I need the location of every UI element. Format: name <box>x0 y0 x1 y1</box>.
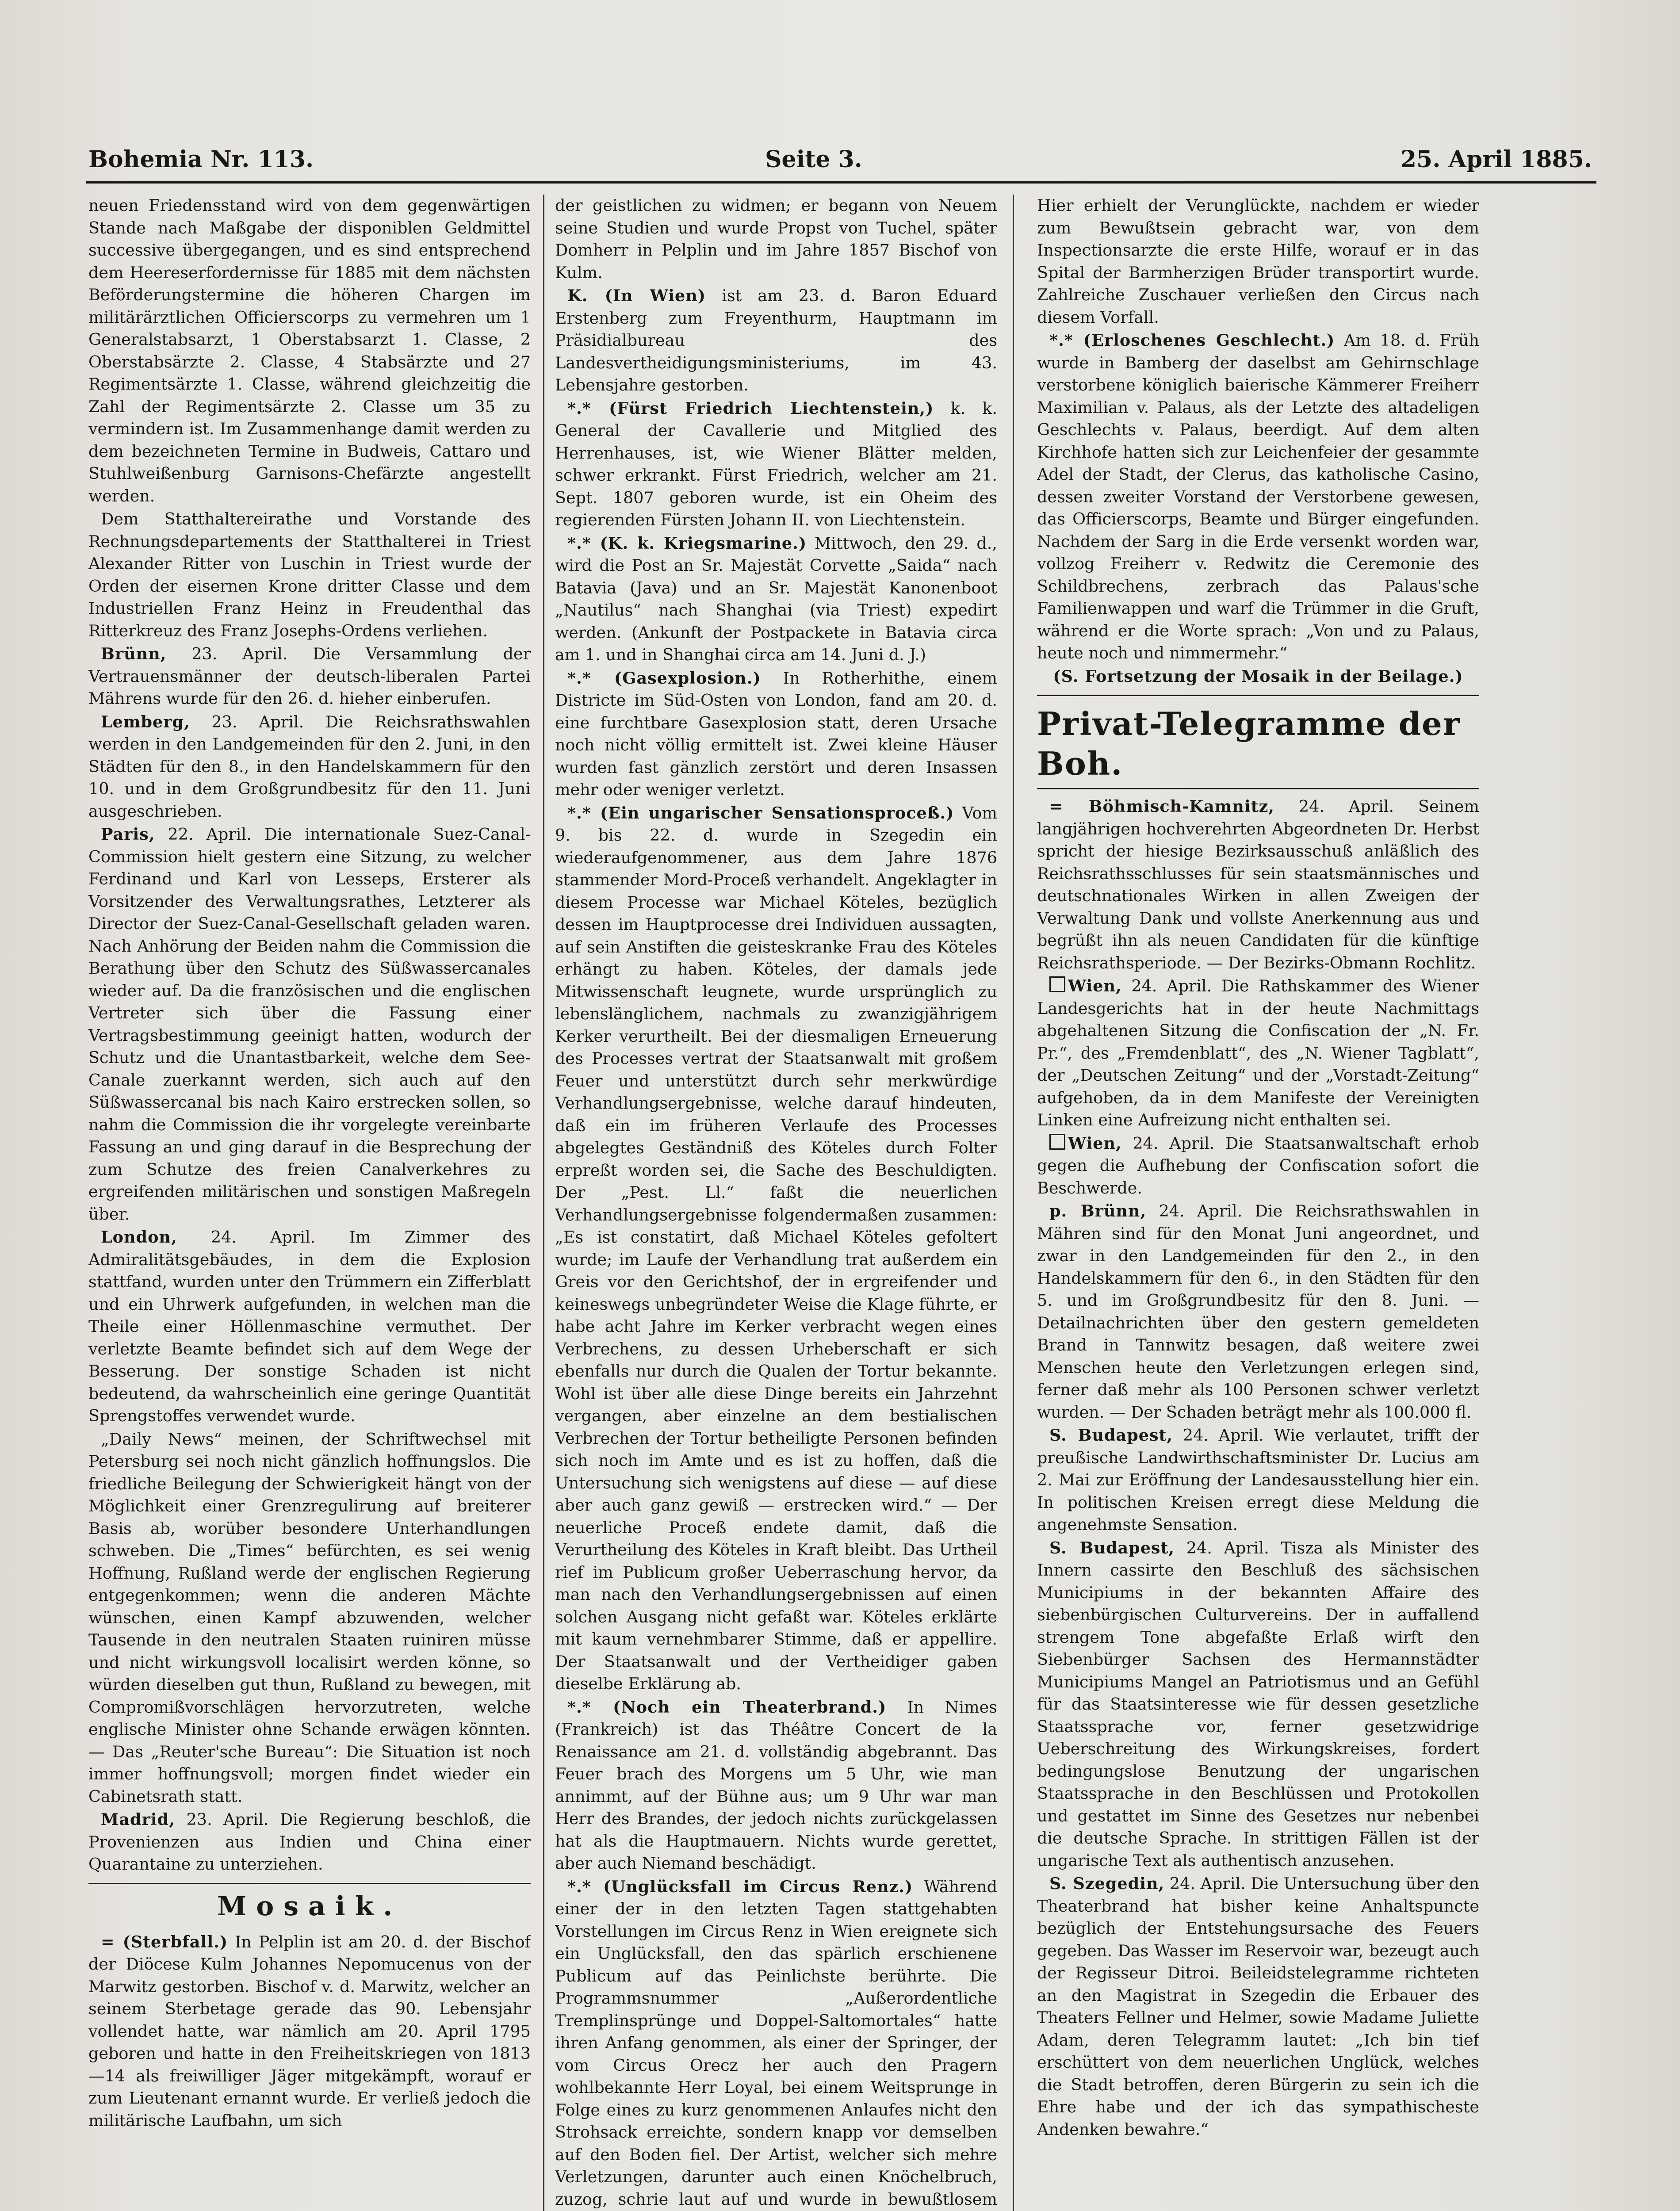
paragraph-text: ist am 23. d. Baron Eduard Erstenberg zum Freyenthurm, Hauptmann im Präsidialbureau des Landesvertheidigungsministeriums, im 43. Lebensjahre gestorben. <box>555 286 997 394</box>
paragraph-text: 24. April. Die Reichsrathswahlen in Mähren sind für den Monat Juni angeordnet, und zwar in den Landgemeinden für den 2., in den Handelskammern für den 6., in den Städten für den 5. und im Großgrundbesitz für den 8. Juni. — Detailnachrichten über den gestern gemeldeten Brand in Tannwitz besagen, daß weitere zwei Menschen heute den Verletzungen erlegen sind, ferner daß mehr als 100 Personen schwer verletzt wurden. — Der Schaden beträgt mehr als 100.000 fl. <box>1037 1201 1479 1422</box>
dateline: S. Szegedin, <box>1049 1874 1165 1893</box>
article-paragraph <box>555 1696 997 1875</box>
article-paragraph: neuen Friedensstand wird von dem gegenwärtigen Stande nach Maßgabe der disponiblen Geldmittel successive übergegangen, und es sind entsprechend dem Heereserfordernisse für 1885 mit dem nächsten Beförderungstermine die höheren Chargen im militärärztlichen Officierscorps zu vermehren um 1 Generalstabsarzt, 1 Oberstabsarzt 1. Classe, 2 Oberstabsärzte 2. Classe, 4 Stabsärzte und 27 Regimentsärzte 1. Classe, während gleichzeitig die Zahl der Regimentsärzte 2. Classe um 35 zu vermindern ist. Im Zusammenhange damit werden zu dem bezeichneten Termine in Budweis, Cattaro und Stuhlweißenburg Garnisons-Chefärzte angestellt werden. <box>88 196 531 505</box>
paragraph-text: 23. April. Die Regierung beschloß, die Provenienzen aus Indien und China einer Quarantaine zu unterziehen. <box>88 1810 531 1874</box>
paragraph-text: Am 18. d. Früh wurde in Bamberg der daselbst am Gehirnschlage verstorbene königlich baierische Kämmerer Freiherr Maximilian v. Palaus, als der Letzte des altadeligen Geschlechts v. Palaus, beerdigt. Auf dem alten Kirchhofe hatten sich zur Leichenfeier der gesammte Adel der Stadt, der Clerus, das katholische Casino, dessen zweiter Vorstand der Verstorbene gewesen, das Officierscorps, Beamte und Bürger eingefunden. Nachdem der Sarg in die Erde versenkt worden war, vollzog Freiherr v. Redwitz die Ceremonie des Schildbrechens, zerbrach das Palaus'sche Familienwappen und warf die Trümmer in die Gruft, während er die Worte sprach: „Von und zu Palaus, heute noch und nimmermehr.“ <box>1037 331 1479 662</box>
paragraph-text: 24. April. Die Untersuchung über den Theaterbrand hat bisher keine Anhaltspuncte bezüglich der Entstehungsursache des Feuers gegeben. Das Wasser im Reservoir war, bezeugt auch der Regisseur Ditroi. Beileidstelegramme richteten an den Magistrat in Szegedin die Erbauer des Theaters Fellner und Helmer, sowie Madame Juliette Adam, deren Telegramm lautet: „Ich bin tief erschüttert von dem neuerlichen Unglück, welches die Stadt betroffen, deren Bürgerin zu sein ich die Ehre habe und der ich das sympathischeste Andenken bewahre.“ <box>1037 1874 1479 2139</box>
paragraph-text: 23. April. Die Reichsrathswahlen werden in den Landgemeinden für den 2. Juni, in den Städten für den 8., in den Handelskammern für den 10. und in dem Großgrundbesitz für den 11. Juni ausgeschrieben. <box>88 712 531 821</box>
square-mark-icon <box>1049 976 1065 992</box>
article-paragraph <box>88 643 531 710</box>
item-heading: = (Sterbfall.) <box>101 1932 228 1951</box>
section-rule <box>1037 695 1479 696</box>
item-heading: *.* (Gasexplosion.) <box>567 668 761 688</box>
telegram-paragraph <box>1037 796 1479 974</box>
column-1 <box>88 195 531 2211</box>
dateline: S. Budapest, <box>1049 1538 1175 1557</box>
paragraph-text: 24. April. Die Rathskammer des Wiener Landesgerichts hat in der heute Nachmittags abgehaltenen Sitzung die Confiscation der „N. Fr. Pr.“, des „Fremdenblatt“, des „N. Wiener Tagblatt“, der „Deutschen Zeitung“ und der „Vorstadt-Zeitung“ aufgehoben, da in dem Manifeste der Vereinigten Linken eine Aufreizung nicht enthalten sei. <box>1037 976 1479 1129</box>
paragraph-text: k. k. General der Cavallerie und Mitglied des Herrenhauses, ist, wie Wiener Blätter melden, schwer erkrankt. Fürst Friedrich, welcher am 21. Sept. 1807 geboren wurde, ist ein Oheim des regierenden Fürsten Johann II. von Liechtenstein. <box>555 398 997 529</box>
header-rule <box>86 181 1596 184</box>
article-paragraph <box>88 1931 531 2132</box>
paragraph-text: Mittwoch, den 29. d., wird die Post an Sr. Majestät Corvette „Saida“ nach Batavia (Java) und an Sr. Majestät Kanonenboot „Nautilus“ nach Shanghai (via Triest) expedirt werden. (Ankunft der Postpackete in Batavia circa am 1. und in Shanghai circa am 14. Juni d. J.) <box>555 533 997 664</box>
dateline: Madrid, <box>101 1810 175 1829</box>
article-paragraph: „Daily News“ meinen, der Schriftwechsel mit Petersburg sei noch nicht gänzlich hoffnungslos. Die friedliche Beilegung der Schwierigkeit hängt von der Möglichkeit einer Grenzregulirung auf breiterer Basis ab, worüber besondere Unterhandlungen schweben. Die „Times“ befürchten, es sei wenig Hoffnung, Rußland werde der englischen Regierung entgegenkommen; wenn die anderen Mächte wünschen, einen Kampf abzuwenden, welcher Tausende in den neutralen Staaten ruiniren müsse und nicht wirkungsvoll localisirt werden könne, so würden dieselben gut thun, Rußland zu bewegen, mit Compromißvorschlägen hervorzutreten, welche englische Minister ohne Schande erwägen könnten. — Das „Reuter'sche Bureau“: Die Situation ist noch immer hoffnungsvoll; morgen findet wieder ein Cabinetsrath statt. <box>88 1429 531 1806</box>
article-paragraph <box>555 532 997 666</box>
article-paragraph <box>555 398 997 532</box>
article-paragraph <box>1037 329 1479 665</box>
dateline: London, <box>101 1228 177 1247</box>
paragraph-text: Vom 9. bis 22. d. wurde in Szegedin ein wiederaufgenommener, aus dem Jahre 1876 stammender Mord-Proceß verhandelt. Angeklagter in diesem Processe war Michael Köteles, bezüglich dessen im Hauptprocesse drei Individuen aussagten, auf sein Anstiften die geisteskranke Frau des Köteles erhängt zu haben. Köteles, der damals jede Mitwissenschaft leugnete, wurde ursprünglich zu lebenslänglichem, nachmals zu zwanzigjährigem Kerker verurtheilt. Bei der diesmaligen Erneuerung des Processes vertrat der Staatsanwalt mit großem Feuer und unterstützt durch sehr merkwürdige Verhandlungsergebnisse, welche darauf hindeuten, daß ein im früheren Verlaufe des Processes abgelegtes Geständniß des Köteles durch Folter erpreßt worden sei, die Sache des Beschuldigten. Der „Pest. Ll.“ faßt die neuerlichen Verhandlungsergebnisse folgendermaßen zusammen: „Es ist constatirt, daß Michael Köteles gefoltert wurde; im Laufe der Verhandlung trat außerdem ein Greis vor den Gerichtshof, der in ergreifender und keineswegs unbegründeter Weise die Klage führte, er habe acht Jahre im Kerker verbracht wegen eines Verbrechens, zu dessen Urheberschaft er sich ebenfalls nur durch die Qualen der Tortur bekannte. Wohl ist über alle diese Dinge bereits ein Jahrzehnt vergangen, aber einzelne an dem bestialischen Verbrechen der Tortur betheiligte Personen befinden sich noch im Amte und es ist zu hoffen, daß die Untersuchung sich wenigstens auf diese — auf diese aber auch ganz gewiß — erstrecken wird.“ — Der neuerliche Proceß endete damit, daß die Verurtheilung des Köteles in Kraft bleibt. Das Urtheil rief im Publicum großer Ueberraschung hervor, da man nach den Verhandlungsergebnissen auf einen solchen Ausgang nicht gefaßt war. Köteles erklärte mit kaum vernehmbarer Stimme, daß er appellire. Der Staatsanwalt und der Vertheidiger gaben dieselbe Erklärung ab. <box>555 803 997 1693</box>
continuation-note: (S. Fortsetzung der Mosaik in der Beilage.) <box>1053 666 1463 686</box>
article-paragraph <box>88 711 531 823</box>
dateline: Lemberg, <box>101 712 190 731</box>
item-heading: *.* (K. k. Kriegsmarine.) <box>567 533 807 553</box>
section-rule <box>1037 788 1479 789</box>
paragraph-text: 24. April. Im Zimmer des Admiralitätsgebäudes, in dem die Explosion stattfand, wurden unter den Trümmern ein Zifferblatt und ein Uhrwerk aufgefunden, in welchen man die Theile einer Höllenmaschine vermuthet. Der verletzte Beamte befindet sich auf dem Wege der Besserung. Der sonstige Schaden ist nicht bedeutend, da wahrscheinlich eine geringe Quantität Sprengstoffes verwendet wurde. <box>88 1228 531 1425</box>
column-2 <box>555 195 997 2211</box>
telegram-paragraph <box>1037 1537 1479 1872</box>
paragraph-text: 24. April. Wie verlautet, trifft der preußische Landwirthschaftsminister Dr. Lucius am 2. Mai zur Eröffnung der Landesausstellung hier ein. In politischen Kreisen erregt diese Meldung die angenehmste Sensation. <box>1037 1426 1479 1534</box>
dateline: p. Brünn, <box>1049 1201 1147 1220</box>
dateline: S. Budapest, <box>1049 1426 1173 1445</box>
paragraph-text: In Rotherhithe, einem Districte im Süd-Osten von London, fand am 20. d. eine furchtbare Gasexplosion statt, deren Ursache noch nicht völlig ermittelt ist. Zwei kleine Häuser wurden fast gänzlich zerstört und deren Insassen mehr oder weniger verletzt. <box>555 668 997 799</box>
article-paragraph <box>88 823 531 1225</box>
column-3 <box>1037 195 1479 2211</box>
item-heading: *.* (Fürst Friedrich Liechtenstein,) <box>567 398 934 418</box>
article-paragraph <box>88 1226 531 1427</box>
column-divider-1 <box>543 195 544 2211</box>
item-heading: *.* (Ein ungarischer Sensationsproceß.) <box>567 803 954 822</box>
article-paragraph <box>88 1809 531 1876</box>
article-paragraph: Dem Statthaltereirathe und Vorstande des Rechnungsdepartements der Statthalterei in Triest Alexander Ritter von Luschin in Triest wurde der Orden der eisernen Krone dritter Classe und dem Industriellen Franz Heinz in Freudenthal das Ritterkreuz des Franz Josephs-Ordens verliehen. <box>88 509 531 640</box>
header-page-number: Seite 3. <box>765 146 862 173</box>
article-paragraph <box>555 285 997 397</box>
column-divider-2 <box>1013 195 1014 2211</box>
paragraph-text: 23. April. Die Versammlung der Vertrauensmänner der deutsch-liberalen Partei Mährens wurde für den 26. d. hieher einberufen. <box>88 644 531 708</box>
paragraph-text: In Nimes (Frankreich) ist das Théâtre Concert de la Renaissance am 21. d. vollständig abgebrannt. Das Feuer brach des Morgens um 5 Uhr, wie man annimmt, auf der Bühne aus; um 9 Uhr war man Herr des Brandes, der jedoch nichts zurückgelassen hat als die Hauptmauern. Nichts wurde gerettet, aber auch Niemand beschädigt. <box>555 1697 997 1873</box>
dateline: Brünn, <box>101 644 167 663</box>
telegram-paragraph <box>1037 1424 1479 1536</box>
article-paragraph: der geistlichen zu widmen; er begann von Neuem seine Studien und wurde Propst von Tuchel, später Domherr in Pelplin und im Jahre 1857 Bischof von Kulm. <box>555 196 997 282</box>
article-paragraph: Hier erhielt der Verunglückte, nachdem er wieder zum Bewußtsein gebracht war, von dem Inspectionsarzte die erste Hilfe, worauf er in das Spital der Barmherzigen Brüder transportirt wurde. Zahlreiche Zuschauer verließen den Circus nach diesem Vorfall. <box>1037 196 1479 327</box>
article-paragraph <box>555 1876 997 2211</box>
header-date: 25. April 1885. <box>1400 146 1592 173</box>
paragraph-text: 22. April. Die internationale Suez-Canal-Commission hielt gestern eine Sitzung, zu welcher Ferdinand und Karl von Lesseps, Ersterer als Vorsitzender des Verwaltungsrathes, Letzterer als Director der Suez-Canal-Gesellschaft geladen waren. Nach Anhörung der Beiden nahm die Commission die Berathung über den Schutz des Süßwassercanales wieder auf. Da die französischen und die englischen Vertreter sich über die Fassung einer Vertragsbestimmung geeinigt hatten, wodurch der Schutz und die Unantastbarkeit, welche dem See-Canale zuerkannt werden, sich auch auf den Süßwassercanal bis nach Kairo erstrecken sollen, so nahm die Commission die ihr vorgelegte vereinbarte Fassung an und ging darauf in die Besprechung der zum Schutze des freien Canalverkehres zu ergreifenden militärischen und sonstigen Maßregeln über. <box>88 825 531 1224</box>
telegram-paragraph <box>1037 1873 1479 2141</box>
section-title-telegrams: Privat-Telegramme der Boh. <box>1037 705 1461 782</box>
item-heading: *.* (Erloschenes Geschlecht.) <box>1049 331 1335 350</box>
item-heading: K. (In Wien) <box>567 286 706 305</box>
paragraph-text: 24. April. Die Staatsanwaltschaft erhob gegen die Aufhebung der Confiscation sofort die Beschwerde. <box>1037 1133 1479 1197</box>
telegram-paragraph <box>1037 1132 1479 1200</box>
paragraph-text: 24. April. Tisza als Minister des Innern cassirte den Beschluß des sächsischen Municipiums in der bekannten Affaire des siebenbürgischen Culturvereins. Der in auffallend strengem Tone abgefaßte Erlaß wirft den Siebenbürger Sachsen des Hermannstädter Municipiums Mangel an Patriotismus und an Gefühl für das Staatsinteresse wie für dessen gesetzliche Staatssprache vor, ferner gesetzwidrige Ueberschreitung des Wirkungskreises, fordert bedingungslose Benutzung der ungarischen Staatssprache in den Beschlüssen und Protokollen und gestattet im Sinne des Gesetzes nur nebenbei die deutsche Sprache. In strittigen Fällen ist der ungarische Text als authentisch anzusehen. <box>1037 1538 1479 1870</box>
dateline: = Böhmisch-Kamnitz, <box>1049 797 1274 816</box>
telegram-paragraph <box>1037 975 1479 1132</box>
dateline: Wien, <box>1068 976 1122 995</box>
paragraph-text: In Pelplin ist am 20. d. der Bischof der Diöcese Kulm Johannes Nepomucenus von der Marwitz gestorben. Bischof v. d. Marwitz, welcher an seinem Sterbetage gerade das 90. Lebensjahr vollendet hatte, war nämlich am 20. April 1795 geboren und hatte in den Freiheitskriegen von 1813—14 als freiwilliger Jäger mitgekämpft, worauf er zum Lieutenant ernannt wurde. Er verließ jedoch die militärische Laufbahn, um sich <box>88 1932 531 2130</box>
section-rule <box>88 1883 531 1884</box>
dateline: Paris, <box>101 825 155 844</box>
item-heading: *.* (Unglücksfall im Circus Renz.) <box>567 1877 913 1896</box>
article-paragraph <box>555 667 997 801</box>
page-header <box>88 146 1592 177</box>
article-paragraph <box>555 802 997 1695</box>
paragraph-text: Während einer der in den letzten Tagen stattgehabten Vorstellungen im Circus Renz in Wien ereignete sich ein Unglücksfall, den das spärlich erschienene Publicum auf das Peinlichste berührte. Die Programmsnummer „Außerordentliche Tremplinsprünge und Doppel-Saltomortales“ hatte ihren Anfang genommen, als einer der Springer, der vom Circus Orecz her auch den Pragern wohlbekannte Herr Loyal, bei einem Weitsprunge in Folge eines zu kurz genommenen Anlaufes nicht den Strohsack erreichte, sondern knapp vor demselben auf den Boden fiel. Der Artist, welcher sich mehre Verletzungen, darunter auch einen Knöchelbruch, zuzog, schrie laut auf und wurde in bewußtlosem <box>555 1877 997 2209</box>
item-heading: *.* (Noch ein Theaterbrand.) <box>567 1697 887 1717</box>
dateline: Wien, <box>1068 1133 1122 1153</box>
section-title-mosaik: Mosaik. <box>217 1890 402 1922</box>
square-mark-icon <box>1049 1134 1065 1150</box>
paragraph-text: 24. April. Seinem langjährigen hochverehrten Abgeordneten Dr. Herbst spricht der hiesige Bezirksausschuß anläßlich des Reichsrathsschlusses für sein staatsmännisches und deutschnationales Wirken in allen Zweigen der Verwaltung Dank und vollste Anerkennung aus und begrüßt ihn als neuen Candidaten für die künftige Reichsrathsperiode. — Der Bezirks-Obmann Rochlitz. <box>1037 797 1479 972</box>
telegram-paragraph <box>1037 1200 1479 1423</box>
header-issue: Bohemia Nr. 113. <box>88 146 314 173</box>
